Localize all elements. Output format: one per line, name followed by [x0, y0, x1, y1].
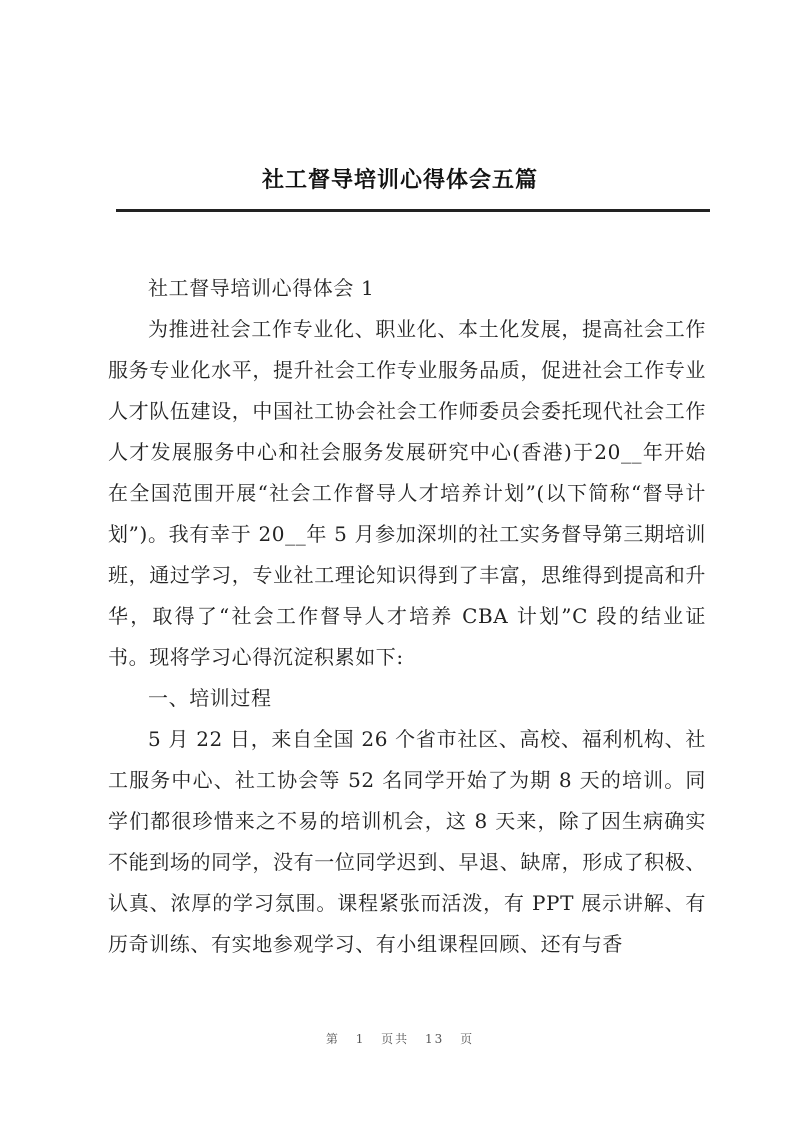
- subheading: 一、培训过程: [148, 686, 272, 710]
- page-number-footer: 第 1 页共 13 页: [325, 1032, 475, 1046]
- paragraph: 为推进社会工作专业化、职业化、本土化发展，提高社会工作服务专业化水平，提升社会工作专业服务品质，促进社会工作专业人才队伍建设，中国社工协会社会工作师委员会委托现代社会工作人才发展服务中心和社会服务发展研究中心(香港)于20__年开始在全国范围开展“社会工作督导人才培养计划”(以下简称“督导计划”)。我有幸于 20__年 5 月参加深圳的社工实务督导第三期培训班，通过学习，专业社工理论知识得到了丰富，思维得到提高和升华，取得了“社会工作督导人才培养 CBA 计划”C 段的结业证书。现将学习心得沉淀积累如下:: [108, 317, 706, 669]
- document-title: 社工督导培训心得体会五篇: [261, 167, 538, 193]
- section-heading: 社工督导培训心得体会 1: [148, 276, 375, 300]
- document-body: [108, 268, 706, 965]
- title-divider: [116, 209, 710, 212]
- paragraph: 5 月 22 日，来自全国 26 个省市社区、高校、福利机构、社工服务中心、社工协会等 52 名同学开始了为期 8 天的培训。同学们都很珍惜来之不易的培训机会，这 8 天来，除了因生病确实不能到场的同学，没有一位同学迟到、早退、缺席，形成了积极、认真、浓厚的学习氛围。课程紧张而活泼，有 PPT 展示讲解、有历奇训练、有实地参观学习、有小组课程回顾、还有与香: [108, 727, 706, 956]
